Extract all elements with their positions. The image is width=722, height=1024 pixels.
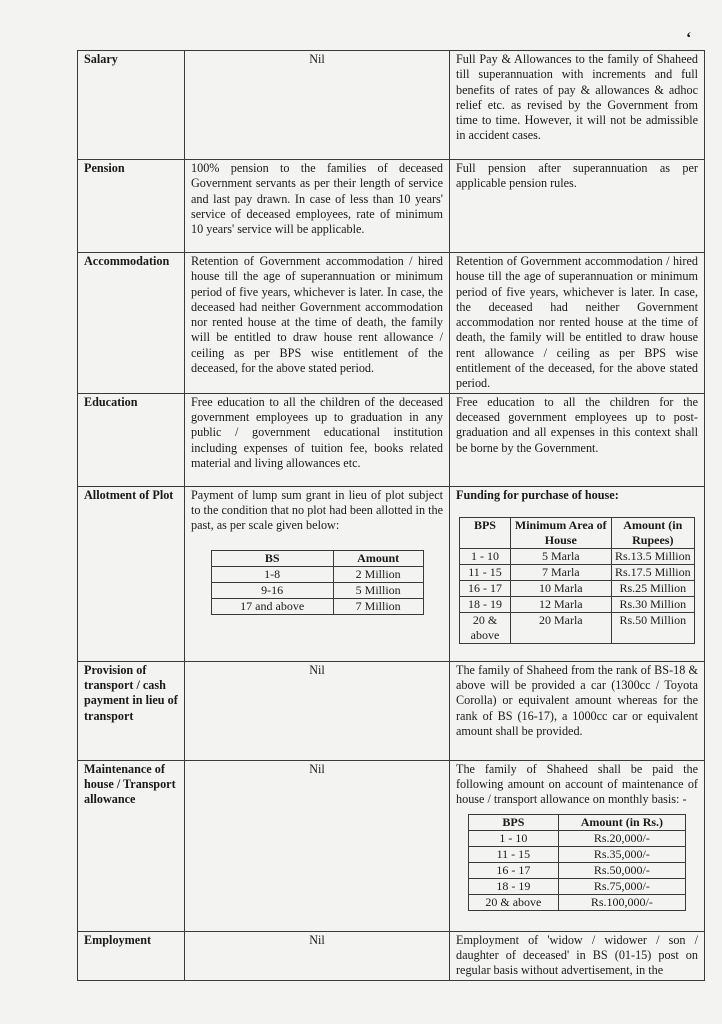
page-mark: ‘ (686, 30, 692, 47)
cell: 20 Marla (510, 612, 611, 643)
cell: 17 and above (211, 598, 333, 614)
cell: 11 - 15 (460, 564, 511, 580)
table-row (469, 894, 686, 910)
current-benefit-cell: Nil (185, 51, 450, 160)
table-row (211, 598, 423, 614)
cell: 18 - 19 (460, 596, 511, 612)
current-benefit-cell: Nil (185, 661, 450, 760)
cell: 2 Million (333, 566, 423, 582)
table-row (460, 548, 695, 564)
proposed-benefit-cell: Retention of Government accommodation / hired house till the age of superannuation or minimum period of five years, whichever is later. In case, the deceased had neither Government accommodation nor rented house at the time of death, the family will be entitled to draw house rent allowance / ceiling as per BPS wise entitlement of the deceased, for the above stated period. (450, 253, 705, 394)
cell: Rs.100,000/- (558, 894, 685, 910)
cell: 5 Marla (510, 548, 611, 564)
cell: 1-8 (211, 566, 333, 582)
cell: 16 - 17 (460, 580, 511, 596)
cell: Rs.50 Million (611, 612, 694, 643)
proposed-benefit-cell: The family of Shaheed from the rank of BS-18 & above will be provided a car (1300cc / Toyota Corolla) or equivalent amount whereas for the rank of BS (16-17), a 1000cc car or equivalent amount shall be provided. (450, 661, 705, 760)
cell: 7 Marla (510, 564, 611, 580)
cell: Rs.75,000/- (558, 878, 685, 894)
row-label: Provision of transport / cash payment in lieu of transport (78, 661, 185, 760)
plot-grant-table (211, 550, 424, 615)
cell: 1 - 10 (469, 830, 559, 846)
house-funding-heading: Funding for purchase of house: (456, 487, 619, 502)
table-row (469, 830, 686, 846)
proposed-benefit-cell: Employment of 'widow / widower / son / daughter of deceased' in BS (01-15) post on regular basis without advertisement, in the (450, 931, 705, 980)
table-row-transport (78, 661, 705, 760)
cell: Rs.17.5 Million (611, 564, 694, 580)
cell: 9-16 (211, 582, 333, 598)
row-label: Employment (78, 931, 185, 980)
col-header: Minimum Area of House (510, 517, 611, 548)
cell: 5 Million (333, 582, 423, 598)
cell: 12 Marla (510, 596, 611, 612)
table-row-pension (78, 160, 705, 253)
current-benefit-cell: Retention of Government accommodation / hired house till the age of superannuation or minimum period of five years, whichever is later. In case, the deceased had neither Government accommodation nor rented house at the time of death, the family will be entitled to draw house rent allowance / ceiling as per BPS wise entitlement of the deceased, for the above stated period. (185, 253, 450, 394)
current-benefit-cell: 100% pension to the families of deceased Government servants as per their length of service and last pay drawn. In case of less than 10 years' service of deceased employees, rate of minimum 10 years' service will be applicable. (185, 160, 450, 253)
cell: 7 Million (333, 598, 423, 614)
table-row (211, 566, 423, 582)
table-row (460, 596, 695, 612)
current-benefit-cell: Free education to all the children of the deceased government employees up to graduation in any public / government educational institution including expenses of tuition fee, books related material and living allowances etc. (185, 393, 450, 486)
col-header: Amount (in Rs.) (558, 814, 685, 830)
table-row-employment (78, 931, 705, 980)
cell: 10 Marla (510, 580, 611, 596)
house-funding-table (459, 517, 695, 644)
maintenance-table (468, 814, 686, 911)
table-row (460, 580, 695, 596)
cell: 20 & above (469, 894, 559, 910)
table-row-salary (78, 51, 705, 160)
proposed-benefit-cell (450, 760, 705, 931)
row-label: Education (78, 393, 185, 486)
table-row-plot (78, 486, 705, 661)
cell: Rs.25 Million (611, 580, 694, 596)
plot-grant-text: Payment of lump sum grant in lieu of plot subject to the condition that no plot had been allotted in the past, as per scale given below: (191, 487, 443, 533)
table-row (211, 582, 423, 598)
col-header: BPS (460, 517, 511, 548)
cell: Rs.30 Million (611, 596, 694, 612)
col-header: BS (211, 550, 333, 566)
proposed-benefit-cell: Full pension after superannuation as per applicable pension rules. (450, 160, 705, 253)
cell: 18 - 19 (469, 878, 559, 894)
cell: Rs.13.5 Million (611, 548, 694, 564)
table-row-maintenance (78, 760, 705, 931)
table-row (460, 612, 695, 643)
cell: Rs.20,000/- (558, 830, 685, 846)
col-header: Amount (in Rupees) (611, 517, 694, 548)
col-header: BPS (469, 814, 559, 830)
proposed-benefit-cell: Free education to all the children for the deceased government employees up to post-graduation and all expenses in this context shall be borne by the Government. (450, 393, 705, 486)
proposed-benefit-cell (450, 486, 705, 661)
table-row (469, 878, 686, 894)
table-row (469, 846, 686, 862)
current-benefit-cell: Nil (185, 931, 450, 980)
row-label: Accommodation (78, 253, 185, 394)
table-row-education (78, 393, 705, 486)
row-label: Pension (78, 160, 185, 253)
col-header: Amount (333, 550, 423, 566)
current-benefit-cell: Nil (185, 760, 450, 931)
row-label: Salary (78, 51, 185, 160)
current-benefit-cell (185, 486, 450, 661)
cell: 16 - 17 (469, 862, 559, 878)
cell: Rs.50,000/- (558, 862, 685, 878)
benefits-table (77, 50, 705, 981)
table-row-accommodation (78, 253, 705, 394)
maintenance-text: The family of Shaheed shall be paid the following amount on account of maintenance of house / transport allowance on monthly basis: - (456, 761, 698, 807)
row-label: Maintenance of house / Transport allowance (78, 760, 185, 931)
cell: 1 - 10 (460, 548, 511, 564)
table-row (469, 862, 686, 878)
row-label: Allotment of Plot (78, 486, 185, 661)
table-row (460, 564, 695, 580)
proposed-benefit-cell: Full Pay & Allowances to the family of Shaheed till superannuation with increments and full benefits of rates of pay & allowances & adhoc relief etc. as revised by the Government from time to time. However, it will not be admissible in accident cases. (450, 51, 705, 160)
cell: 20 & above (460, 612, 511, 643)
cell: 11 - 15 (469, 846, 559, 862)
cell: Rs.35,000/- (558, 846, 685, 862)
